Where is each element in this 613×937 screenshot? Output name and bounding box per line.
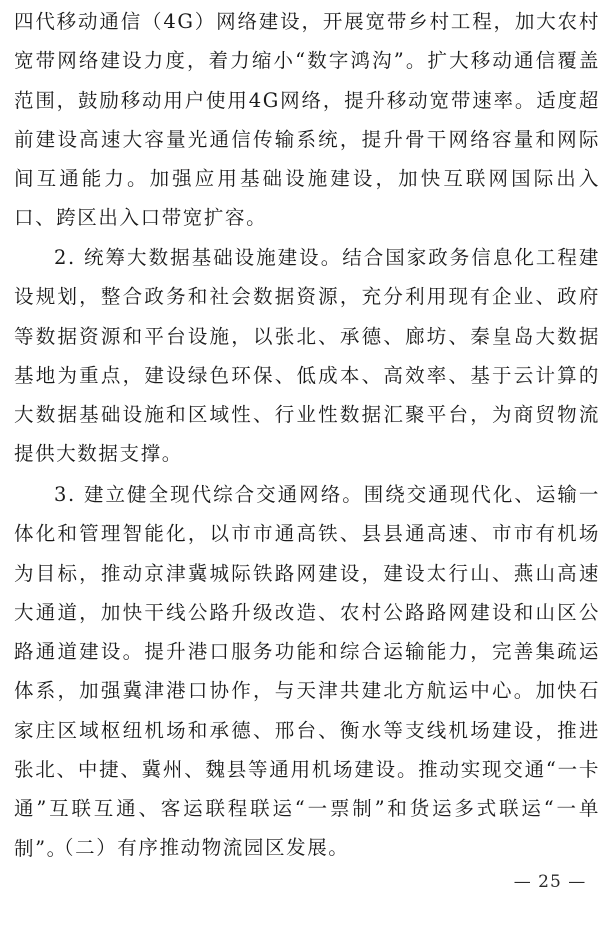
page-number: — 25 — <box>513 872 587 892</box>
paragraph-item-2: 2. 统筹大数据基础设施建设。结合国家政务信息化工程建设规划，整合政务和社会数据资源，充分利用现有企业、政府等数据资源和平台设施，以张北、承德、廊坊、秦皇岛大数据基地为重点，建设绿色环保、低成本、高效率、基于云计算的大数据基础设施和区域性、行业性数据汇聚平台，为商贸物流提供大数据支撑。 <box>14 246 600 466</box>
paragraph-continuation: 四代移动通信（4G）网络建设，开展宽带乡村工程，加大农村宽带网络建设力度，着力缩小“数字鸿沟”。扩大移动通信覆盖范围，鼓励移动用户使用4G网络，提升移动宽带速率。适度超前建设高速大容量光通信传输系统，提升骨干网络容量和网际间互通能力。加强应用基础设施建设，加快互联网国际出入口、跨区出入口带宽扩容。 <box>14 10 600 230</box>
section-heading: （二）有序推动物流园区发展。 <box>54 836 350 859</box>
paragraph-item-3: 3. 建立健全现代综合交通网络。围绕交通现代化、运输一体化和管理智能化，以市市通高铁、县县通高速、市市有机场为目标，推动京津冀城际铁路网建设，建设太行山、燕山高速大通道，加快干线公路升级改造、农村公路路网建设和山区公路通道建设。提升港口服务功能和综合运输能力，完善集疏运体系，加强冀津港口协作，与天津共建北方航运中心。加快石家庄区域枢纽机场和承德、邢台、衡水等支线机场建设，推进张北、中捷、冀州、魏县等通用机场建设。推动实现交通“一卡通”互联互通、客运联程联运“一票制”和货运多式联运“一单制”。 <box>14 483 600 860</box>
